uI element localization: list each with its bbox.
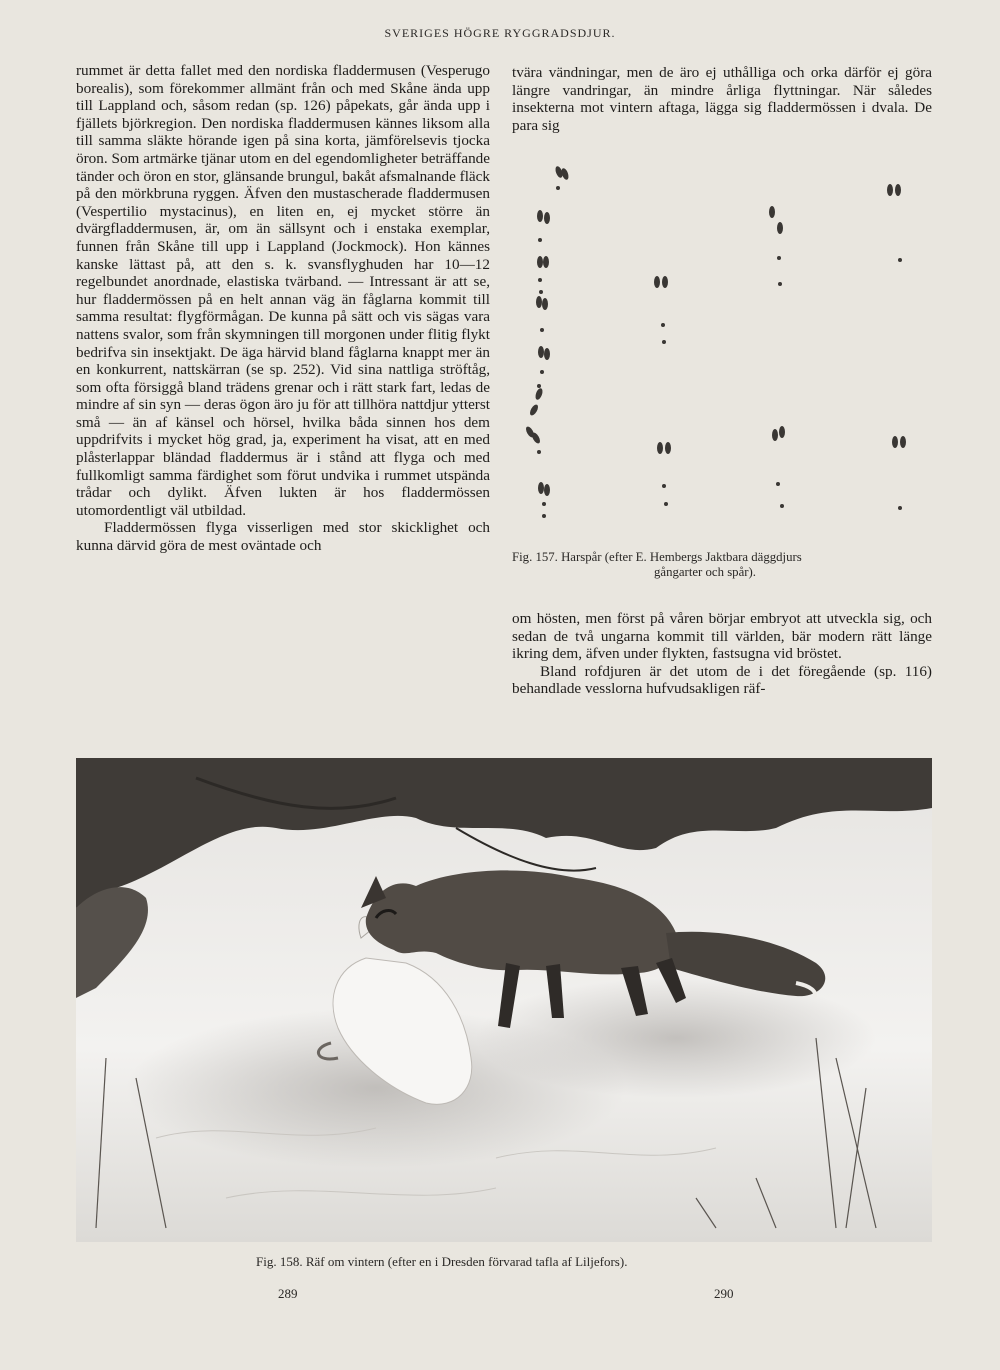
- right-column-top: tvära vändningar, men de äro ej uthålliga och orka därför ej göra längre vandringar, än mindre årliga flyttningar. När således insekterna mot vintern aftaga, lägga sig fladdermössen i dvala. De para sig: [512, 64, 932, 134]
- page-number-left: 289: [278, 1286, 298, 1301]
- caption-line: Fig. 157. Harspår (efter E. Hembergs Jaktbara däggdjurs: [512, 550, 802, 564]
- hare-tracks-figure: [514, 150, 934, 535]
- figure-158-caption: Fig. 158. Räf om vintern (efter en i Dresden förvarad tafla af Liljefors).: [256, 1254, 628, 1269]
- caption-line: gångarter och spår).: [654, 565, 756, 579]
- paragraph: rummet är detta fallet med den nordiska fladdermusen (Vesperugo borealis), som förekommer allmänt från och med Skåne ända upp till Lappland och, såsom redan (sp. 126) påpekats, går ända upp i fjällets björkregion. Den nordiska fladdermusen kännes liksom alla till samma släkte hörande igen på sina korta, jämförelsevis tjocka öron. Som artmärke tjänar utom en del egendomligheter beträffande tänder och öron en stor, glänsande brungul, bakåt afsmalnande fläck på den mörkbruna ryggen. Äfven den mustascherade fladdermusen (Vespertilio mystacinus), en liten en, ej mycket större än dvärgfladdermusen, är, om än sällsynt och i enstaka exemplar, funnen från Skåne till upp i Lappland (Jockmock). Hon kännes kanske lättast på, att den s. k. svansflyghuden har 10—12 regelbundet anordnade, elastiska tvärband. — Intressant är att se, hur fladdermössen på en helt annan väg än fåglarna kommit till samma resultat: flygförmågan. De kunna på sätt och vis sägas vara nattens svalor, som från skymningen till morgonen under flitig flykt bedrifva sin insektjakt. De äga härvid bland fåglarna knappt mer än en konkurrent, nattskärran (se sp. 252). Vid sina nattliga ströftåg, som ofta försiggå bland trädens grenar och i rätt stark fart, ledas de mindre af sin syn — deras ögon äro ju för att tillhöra nattdjur ytterst små — än af känsel och hörsel, hvilka båda sinnen hos dem uppdrifvits i mycket hög grad, ja, experiment ha visat, att en med plåsterlappar bländad fladdermus är i stånd att flyga och med fullkomligt samma färdighet som förut undvika i rummet utspända trådar och dylikt. Äfven lukten är hos fladdermössen utomordentligt väl utbildad.: [76, 62, 490, 519]
- left-column: [76, 62, 490, 555]
- right-column-bottom: [512, 610, 932, 698]
- paragraph: om hösten, men först på våren börjar embryot att utveckla sig, och sedan de två ungarna kommit till världen, bär modern rätt länge ikring dem, äfven under flykten, fastsugna vid bröstet.: [512, 610, 932, 663]
- running-header: SVERIGES HÖGRE RYGGRADSDJUR.: [384, 26, 616, 40]
- fox-in-snow-illustration: [76, 758, 932, 1242]
- figure-157-caption: [512, 550, 932, 580]
- paragraph: Bland rofdjuren är det utom de i det föregående (sp. 116) behandlade vesslorna hufvudsakligen räf-: [512, 662, 932, 698]
- paragraph: Fladdermössen flyga visserligen med stor skicklighet och kunna därvid göra de mest oväntade och: [76, 519, 490, 555]
- page-number-right: 290: [714, 1286, 734, 1301]
